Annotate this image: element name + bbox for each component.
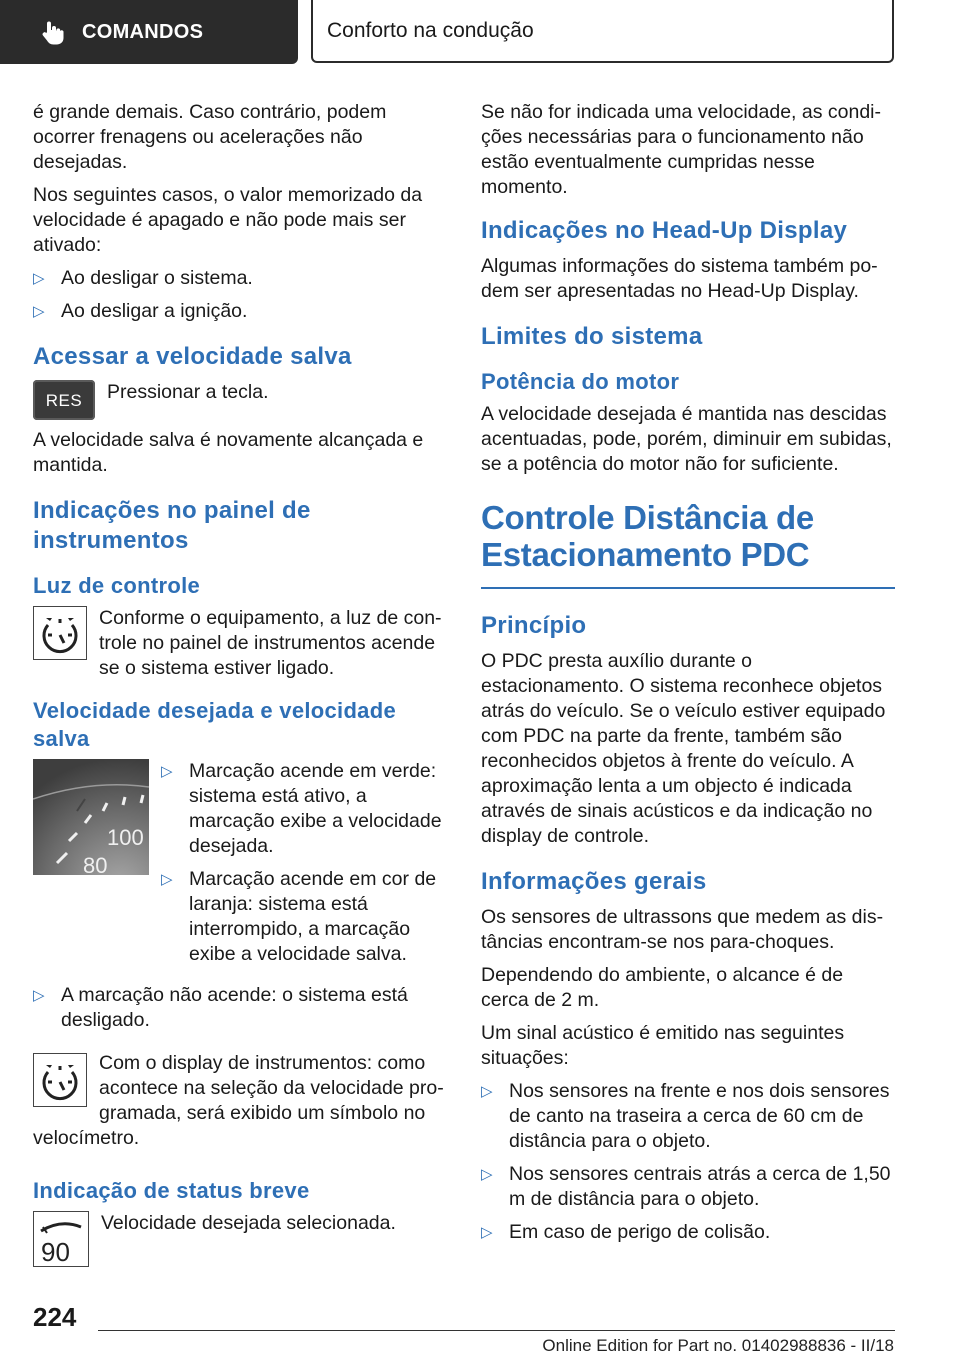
res-key-row	[33, 380, 448, 420]
chapter-tab-label: Conforto na condução	[327, 18, 534, 42]
section-tab[interactable]	[0, 0, 298, 64]
res-key-text: Pressionar a tecla.	[107, 381, 269, 403]
res-key-icon	[33, 380, 95, 420]
status-row	[33, 1211, 448, 1267]
list-item-text: Nos sensores centrais atrás a cerca de 1,50 m de distância para o objeto.	[509, 1163, 891, 1210]
heading-informacoes-gerais: Informações gerais	[481, 868, 707, 895]
right-paragraph-1: Se não for indicada uma velocidade, as condições necessárias para o funcionamento não estão eventualmente cumpridas nesse momento.	[481, 101, 882, 198]
photo-number-80: 80	[83, 853, 108, 875]
list-item	[33, 983, 448, 1033]
control-light-row	[33, 606, 448, 681]
triangle-bullet-icon: ▷	[161, 763, 173, 780]
speedometer-symbol-icon	[33, 1053, 87, 1107]
status-text: Velocidade desejada selecionada.	[101, 1212, 396, 1234]
left-paragraph-1: é grande demais. Caso contrário, podem ocorrer frenagens ou acelerações não desejadas.	[33, 101, 387, 173]
heading-rule	[481, 587, 895, 589]
control-light-text: Conforme o equipamento, a luz de controle no painel de instrumentos acende se o sistema estiver ligado.	[99, 607, 442, 679]
section-tab-label: COMANDOS	[82, 20, 204, 43]
list-item	[33, 266, 448, 291]
list-item-text: Em caso de perigo de colisão.	[509, 1221, 771, 1243]
hud-text: Algumas informações do sistema também podem ser apresentadas no Head-Up Display.	[481, 255, 878, 302]
list-item-text: A marcação não acende: o sistema está desligado.	[61, 984, 408, 1031]
list-item-text: Marcação acende em cor de laranja: sistema está interrompido, a marcação exibe a velocidade salva.	[189, 868, 437, 965]
heading-head-up-display: Indicações no Head-Up Display	[481, 217, 848, 244]
res-key-label: RES	[45, 390, 83, 410]
left-paragraph-3: A velocidade salva é novamente alcançada e mantida.	[33, 429, 424, 476]
triangle-bullet-icon: ▷	[481, 1083, 493, 1100]
edition-note: Online Edition for Part no. 01402988836 - II/18	[542, 1336, 894, 1355]
list-item	[481, 1162, 895, 1212]
list-item-text: Ao desligar a ignição.	[61, 300, 248, 322]
triangle-bullet-icon: ▷	[33, 987, 45, 1004]
footer-rule	[98, 1330, 895, 1331]
photo-number-100: 100	[107, 825, 144, 850]
speedometer-photo-row	[33, 759, 448, 975]
info-paragraph-1: Os sensores de ultrassons que medem as distâncias encontram-se nos para-choques.	[481, 906, 884, 953]
heading-status-breve: Indicação de status breve	[33, 1178, 310, 1203]
list-item	[481, 1220, 895, 1245]
heading-acessar-velocidade: Acessar a velocidade salva	[33, 343, 352, 370]
cruise-icon-number: 90	[41, 1237, 70, 1265]
list-item	[161, 759, 448, 859]
heading-luz-controle: Luz de controle	[33, 573, 201, 598]
heading-principio: Princípio	[481, 612, 587, 639]
triangle-bullet-icon: ▷	[161, 871, 173, 888]
cruise-90-icon	[33, 1211, 89, 1267]
list-item	[33, 299, 448, 324]
heading-potencia-motor: Potência do motor	[481, 369, 680, 394]
heading-indicacoes-painel: Indicações no painel de instrumentos	[33, 497, 311, 554]
list-item-text: Ao desligar o sistema.	[61, 267, 253, 289]
list-item-text: Marcação acende em verde: sistema está ativo, a marcação exibe a velocidade desejada.	[189, 760, 442, 857]
left-paragraph-2: Nos seguintes casos, o valor memorizado da velocidade é apagado e não pode mais ser ativado:	[33, 184, 423, 256]
triangle-bullet-icon: ▷	[481, 1224, 493, 1241]
right-column	[481, 100, 895, 1253]
heading-pdc: Controle Distância de Estacionamento PDC	[481, 499, 814, 573]
principio-text: O PDC presta auxílio durante o estacionamento. O sistema reconhece objetos atrás do veículo. Se o veículo estiver equipado com PDC na parte da frente, também são reconhecidos objetos à frente do veículo. A aproximação lenta a um objecto é indicada através de sinais acústicos e da indicação no display de controle.	[481, 650, 886, 847]
speedometer-lamp-icon	[33, 606, 87, 660]
page-header	[0, 0, 960, 66]
page-number: 224	[33, 1302, 77, 1332]
info-paragraph-3: Um sinal acústico é emitido nas seguintes situações:	[481, 1022, 845, 1069]
heading-velocidade-desejada: Velocidade desejada e velocidade salva	[33, 698, 396, 751]
list-item	[481, 1079, 895, 1154]
info-paragraph-2: Dependendo do ambiente, o alcance é de cerca de 2 m.	[481, 964, 844, 1011]
hand-pointer-icon	[38, 18, 66, 46]
potencia-text: A velocidade desejada é mantida nas descidas acentuadas, pode, porém, diminuir em subidas, se a potência do motor não for suficiente.	[481, 403, 892, 475]
chapter-tab[interactable]	[311, 0, 894, 63]
speedometer-photo	[33, 759, 149, 875]
display-note	[33, 1051, 448, 1151]
list-item-text: Nos sensores na frente e nos dois sensores de canto na traseira a cerca de 60 cm de distância para o objeto.	[509, 1080, 890, 1152]
list-item	[161, 867, 448, 967]
left-column	[33, 100, 448, 1275]
triangle-bullet-icon: ▷	[481, 1166, 493, 1183]
triangle-bullet-icon: ▷	[33, 303, 45, 320]
display-note-text: Com o display de instrumentos: como acontece na seleção da velocidade programada, será exibido um símbolo no velocímetro.	[33, 1052, 444, 1149]
triangle-bullet-icon: ▷	[33, 270, 45, 287]
speedometer-bullets	[161, 759, 448, 975]
heading-limites-sistema: Limites do sistema	[481, 323, 703, 350]
